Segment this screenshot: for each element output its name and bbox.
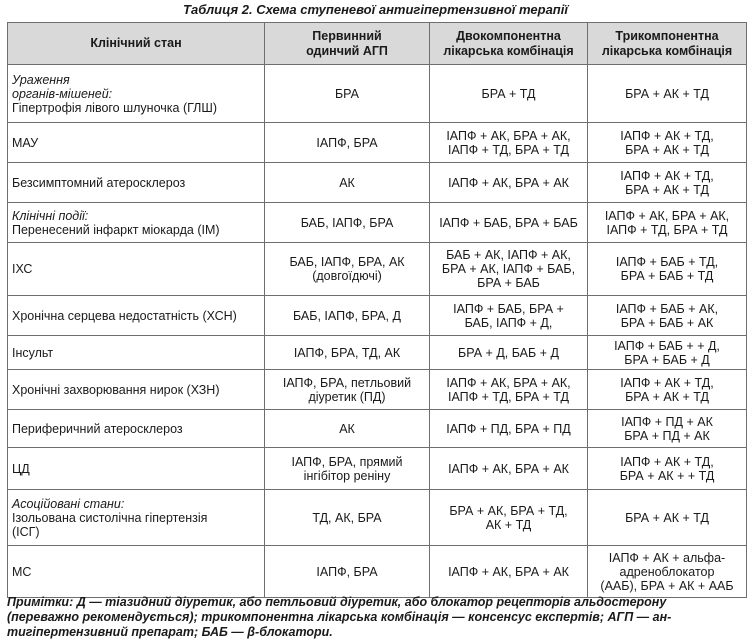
table-row [8, 243, 747, 296]
note-line: тигіпертензивний препарат; БАБ — β-блокатори. [7, 625, 333, 639]
cell-condition: Хронічні захворювання нирок (ХЗН) [8, 370, 265, 410]
table-row [8, 296, 747, 336]
cell-double-combination: БРА + ТД [430, 65, 588, 123]
table-row [8, 490, 747, 546]
cell-triple-combination: ІАПФ + АК + ТД, БРА + АК + ТД [588, 370, 747, 410]
cell-double-combination: ІАПФ + ПД, БРА + ПД [430, 410, 588, 448]
cell-condition: ІХС [8, 243, 265, 296]
cell-condition: ЦД [8, 448, 265, 490]
header-first-line: Первинний одинчий АГП [265, 23, 430, 65]
cell-condition: Інсульт [8, 336, 265, 370]
cell-triple-combination: БРА + АК + ТД [588, 65, 747, 123]
cell-condition: Периферичний атеросклероз [8, 410, 265, 448]
cell-first-line: ІАПФ, БРА [265, 546, 430, 598]
cell-first-line: ТД, АК, БРА [265, 490, 430, 546]
cell-first-line: БАБ, ІАПФ, БРА [265, 203, 430, 243]
table-row [8, 410, 747, 448]
cell-double-combination: ІАПФ + БАБ, БРА + БАБ [430, 203, 588, 243]
cell-first-line: АК [265, 163, 430, 203]
cell-double-combination: ІАПФ + АК, БРА + АК, ІАПФ + ТД, БРА + ТД [430, 370, 588, 410]
cell-condition: Хронічна серцева недостатність (ХСН) [8, 296, 265, 336]
cell-first-line: БАБ, ІАПФ, БРА, Д [265, 296, 430, 336]
cell-condition: Клінічні події: Перенесений інфаркт міокарда (ІМ) [8, 203, 265, 243]
cell-condition: МАУ [8, 123, 265, 163]
cell-triple-combination: БРА + АК + ТД [588, 490, 747, 546]
table-caption: Таблиця 2. Схема ступеневої антигіпертензивної терапії [183, 2, 568, 17]
cell-triple-combination: ІАПФ + АК, БРА + АК, ІАПФ + ТД, БРА + ТД [588, 203, 747, 243]
cell-first-line: ІАПФ, БРА, ТД, АК [265, 336, 430, 370]
note-line: (переважно рекомендується); трикомпонентна лікарська комбінація — консенсус експертів; АГП — ан- [7, 610, 672, 624]
table-notes [7, 595, 747, 640]
cell-condition: Асоційовані стани: Ізольована систолічна гіпертензія (ІСГ) [8, 490, 265, 546]
header-condition: Клінічний стан [8, 23, 265, 65]
cell-first-line: БРА [265, 65, 430, 123]
cell-condition: МС [8, 546, 265, 598]
cell-triple-combination: ІАПФ + БАБ + ТД, БРА + БАБ + ТД [588, 243, 747, 296]
cell-double-combination: БАБ + АК, ІАПФ + АК, БРА + АК, ІАПФ + БАБ, БРА + БАБ [430, 243, 588, 296]
cell-double-combination: ІАПФ + АК, БРА + АК [430, 163, 588, 203]
table-body [8, 65, 747, 598]
therapy-table [7, 22, 747, 598]
cell-first-line: БАБ, ІАПФ, БРА, АК (довгоїдючі) [265, 243, 430, 296]
header-triple-combination: Трикомпонентна лікарська комбінація [588, 23, 747, 65]
table-row [8, 123, 747, 163]
table-row [8, 203, 747, 243]
cell-triple-combination: ІАПФ + АК + ТД, БРА + АК + ТД [588, 163, 747, 203]
cell-first-line: ІАПФ, БРА [265, 123, 430, 163]
cell-triple-combination: ІАПФ + АК + ТД, БРА + АК + ТД [588, 123, 747, 163]
cell-double-combination: ІАПФ + АК, БРА + АК, ІАПФ + ТД, БРА + ТД [430, 123, 588, 163]
cell-triple-combination: ІАПФ + БАБ + АК, БРА + БАБ + АК [588, 296, 747, 336]
cell-triple-combination: ІАПФ + АК + альфа- адреноблокатор (ААБ), БРА + АК + ААБ [588, 546, 747, 598]
cell-condition: Безсимптомний атеросклероз [8, 163, 265, 203]
cell-double-combination: ІАПФ + АК, БРА + АК [430, 448, 588, 490]
cell-first-line: АК [265, 410, 430, 448]
header-double-combination: Двокомпонентна лікарська комбінація [430, 23, 588, 65]
table-row [8, 370, 747, 410]
table-row [8, 448, 747, 490]
cell-condition: Ураження органів-мішеней: Гіпертрофія лівого шлуночка (ГЛШ) [8, 65, 265, 123]
cell-first-line: ІАПФ, БРА, петльовий діуретик (ПД) [265, 370, 430, 410]
table-row [8, 163, 747, 203]
table-row [8, 336, 747, 370]
table-row [8, 65, 747, 123]
note-line: Примітки: Д — тіазидний діуретик, або петльовий діуретик, або блокатор рецепторів альдостерону [7, 595, 667, 609]
cell-double-combination: ІАПФ + БАБ, БРА + БАБ, ІАПФ + Д, [430, 296, 588, 336]
cell-triple-combination: ІАПФ + ПД + АК БРА + ПД + АК [588, 410, 747, 448]
cell-double-combination: БРА + Д, БАБ + Д [430, 336, 588, 370]
cell-double-combination: БРА + АК, БРА + ТД, АК + ТД [430, 490, 588, 546]
cell-triple-combination: ІАПФ + БАБ + + Д, БРА + БАБ + Д [588, 336, 747, 370]
cell-triple-combination: ІАПФ + АК + ТД, БРА + АК + + ТД [588, 448, 747, 490]
table-header-row [8, 23, 747, 65]
cell-double-combination: ІАПФ + АК, БРА + АК [430, 546, 588, 598]
table-row [8, 546, 747, 598]
cell-first-line: ІАПФ, БРА, прямий інгібітор реніну [265, 448, 430, 490]
